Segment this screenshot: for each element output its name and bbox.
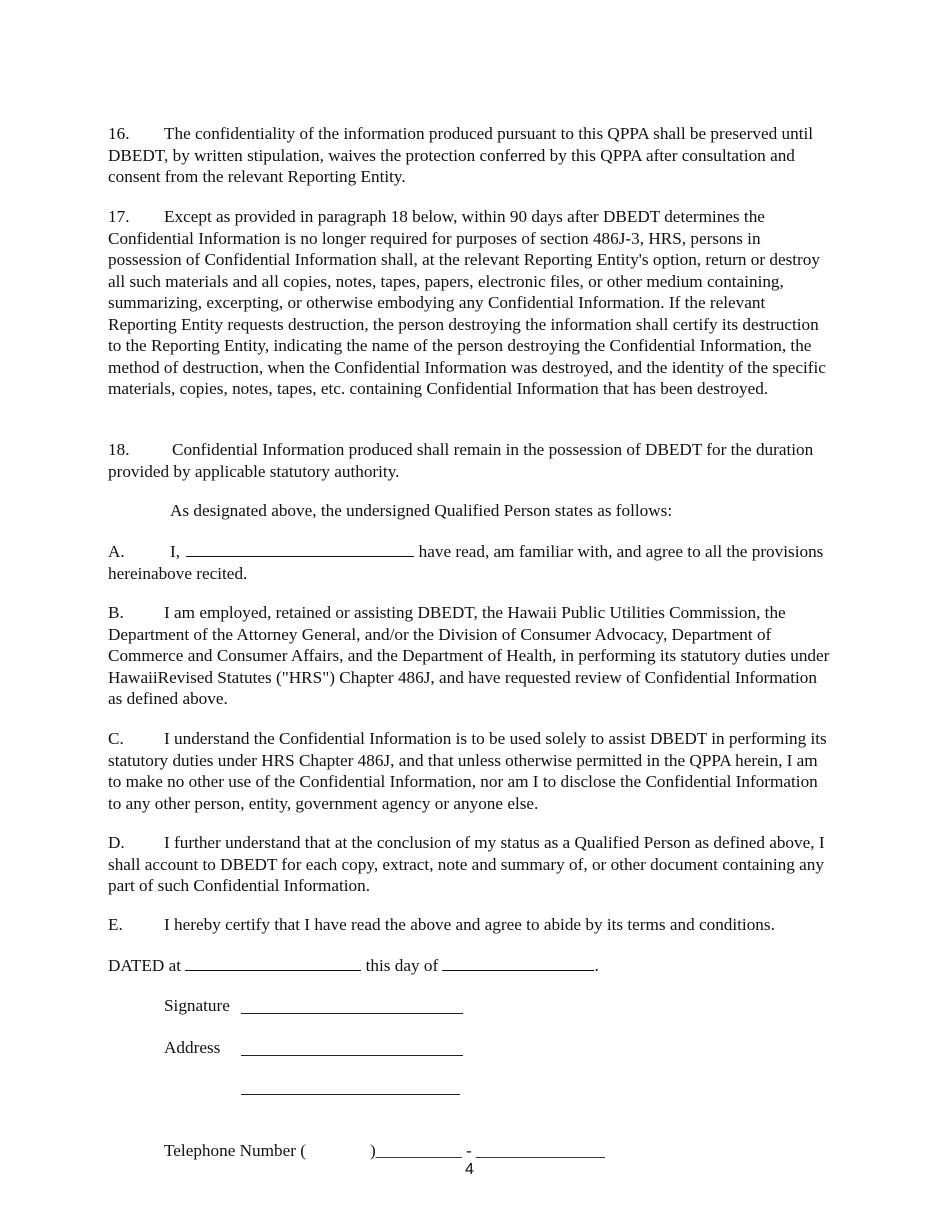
address-label: Address xyxy=(164,1038,221,1057)
paragraph-text: Except as provided in paragraph 18 below, within 90 days after DBEDT determines the Confidential Information is no longer required for purposes of section 486J-3, HRS, persons in possession of Confidential Information shall, at the relevant Reporting Entity's option, return or destroy all such materials and all copies, notes, tapes, papers, electronic files, or other medium containing, summarizing, excerpting, or otherwise embodying any Confidential Information. If the relevant Reporting Entity requests destruction, the person destroying the information shall certify its destruction to the Reporting Entity, indicating the name of the person destroying the Confidential Information, the method of destruction, when the Confidential Information was destroyed, and the identity of the specific materials, copies, notes, tapes, etc. containing Confidential Information that has been destroyed. xyxy=(108,207,826,398)
statement-e xyxy=(108,914,833,936)
dated-middle: this day of xyxy=(365,956,439,975)
statement-a xyxy=(108,539,833,584)
signature-label: Signature xyxy=(164,996,230,1015)
paragraph-17 xyxy=(108,206,833,400)
dated-line xyxy=(108,953,833,977)
dated-location-field[interactable] xyxy=(185,953,361,971)
statement-text: I understand the Confidential Information is to be used solely to assist DBEDT in performing its statutory duties under HRS Chapter 486J, and that unless otherwise permitted in the QPPA herein, I am to make no other use of the Confidential Information, nor am I to disclose the Confidential Information to any other person, entity, government agency or anyone else. xyxy=(108,729,827,813)
telephone-field[interactable]: )__________ - _______________ xyxy=(370,1141,605,1160)
statement-d xyxy=(108,832,833,897)
dated-prefix: DATED at xyxy=(108,956,182,975)
signature-field[interactable] xyxy=(241,1013,463,1014)
page-number: 4 xyxy=(465,1161,474,1178)
paragraph-number: 18. xyxy=(108,440,130,459)
statement-letter: C. xyxy=(108,729,124,748)
address-field-line-1[interactable] xyxy=(241,1055,463,1056)
statement-letter: A. xyxy=(108,542,125,561)
dated-day-field[interactable] xyxy=(442,953,594,971)
statement-a-suffix: have read, am familiar with, and agree to all the provisions hereinabove recited. xyxy=(108,542,824,583)
name-blank-field[interactable] xyxy=(186,539,414,557)
address-field-line-2[interactable] xyxy=(241,1094,460,1095)
statement-c xyxy=(108,728,833,814)
paragraph-16 xyxy=(108,123,833,188)
statement-letter: B. xyxy=(108,603,124,622)
telephone-label: Telephone Number ( xyxy=(164,1141,306,1160)
paragraph-18 xyxy=(108,439,833,482)
statement-letter: D. xyxy=(108,833,125,852)
statement-text: I hereby certify that I have read the above and agree to abide by its terms and conditions. xyxy=(164,915,775,934)
statement-a-prefix: I, xyxy=(170,542,181,561)
paragraph-number: 17. xyxy=(108,207,130,226)
paragraph-number: 16. xyxy=(108,124,130,143)
statement-letter: E. xyxy=(108,915,123,934)
statement-b xyxy=(108,602,833,710)
paragraph-text: The confidentiality of the information produced pursuant to this QPPA shall be preserved until DBEDT, by written stipulation, waives the protection conferred by this QPPA after consultation and consent from the relevant Reporting Entity. xyxy=(108,124,814,186)
statement-text: I further understand that at the conclusion of my status as a Qualified Person as defined above, I shall account to DBEDT for each copy, extract, note and summary of, or other document containing any part of such Confidential Information. xyxy=(108,833,825,895)
intro-statement: As designated above, the undersigned Qualified Person states as follows: xyxy=(170,501,673,520)
dated-end: . xyxy=(594,956,599,975)
paragraph-text: Confidential Information produced shall remain in the possession of DBEDT for the duration provided by applicable statutory authority. xyxy=(108,440,814,481)
statement-text: I am employed, retained or assisting DBEDT, the Hawaii Public Utilities Commission, the Department of the Attorney General, and/or the Division of Consumer Advocacy, Department of Commerce and Consumer Affairs, and the Department of Health, in performing its statutory duties under HawaiiRevised Statutes ("HRS") Chapter 486J, and have requested review of Confidential Information as defined above. xyxy=(108,603,830,708)
